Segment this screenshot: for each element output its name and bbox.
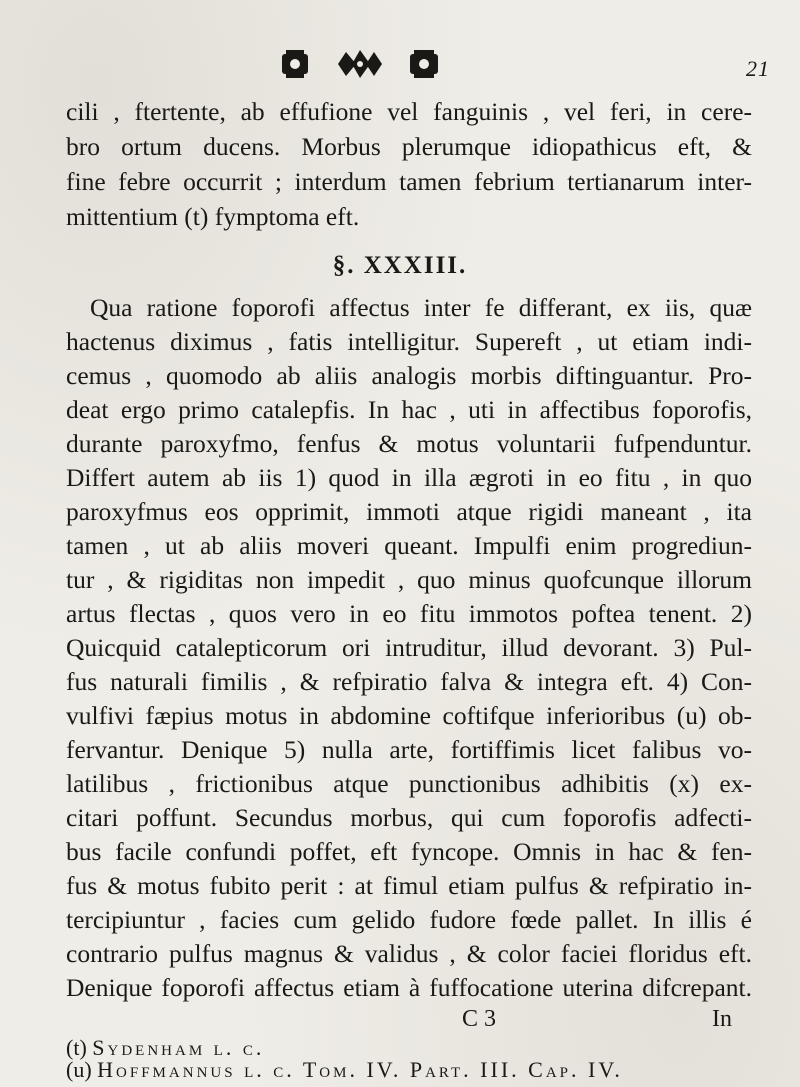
text-line: contrario pulfus magnus & validus , & color faciei floridus eft.: [66, 939, 752, 968]
footnote: [66, 1056, 766, 1084]
text-line: cili , ftertente, ab effufione vel fanguinis , vel feri, in cere-: [66, 97, 752, 126]
text-line: tamen , ut ab aliis moveri queant. Impulfi enim progrediun-: [66, 531, 752, 560]
page-header: [0, 44, 800, 84]
text-line: tercipiuntur , facies cum gelido fudore fœde pallet. In illis é: [66, 905, 752, 934]
text-line: fus & motus fubito perit : at fimul etiam pulfus & refpiratio in-: [66, 871, 752, 900]
text-line: hactenus diximus , fatis intelligitur. Supereft , ut etiam indi-: [66, 327, 752, 356]
section-heading: §. XXXIII.: [332, 252, 468, 279]
signature-line: [0, 1006, 800, 1036]
catchword: In: [712, 1006, 732, 1032]
footnote-label: (u): [66, 1057, 92, 1082]
text-line: paroxyfmus eos opprimit, immoti atque rigidi maneant , ita: [66, 497, 752, 526]
text-line: latilibus , frictionibus atque punctionibus adhibitis (x) ex-: [66, 769, 752, 798]
text-line: deat ergo primo catalepfis. In hac , uti in affectibus foporofis,: [66, 395, 752, 424]
text-line: tur , & rigiditas non impedit , quo minus quofcunque illorum: [66, 565, 752, 594]
fleuron-ornament-icon: [260, 44, 460, 84]
text-line: bus facile confundi poffet, eft fyncope. Omnis in hac & fen-: [66, 837, 752, 866]
page-number: 21: [746, 56, 770, 81]
footnote-text: Sydenham l. c.: [92, 1035, 265, 1060]
signature-mark: C 3: [462, 1006, 497, 1032]
footnote-text: Hoffmannus l. c. Tom. IV. Part. III. Cap. IV.: [97, 1057, 623, 1082]
text-line: bro ortum ducens. Morbus plerumque idiopathicus eft, &: [66, 132, 752, 161]
text-line: artus flectas , quos vero in eo fitu immotos poftea tenent. 2): [66, 599, 752, 628]
text-line: fervantur. Denique 5) nulla arte, fortiffimis licet falibus vo-: [66, 735, 752, 764]
footnote-label: (t): [66, 1035, 87, 1060]
text-line: citari poffunt. Secundus morbus, qui cum foporofis adfecti-: [66, 803, 752, 832]
text-line: fine febre occurrit ; interdum tamen febrium tertianarum inter-: [66, 167, 752, 196]
text-line: Quicquid catalepticorum ori intruditur, illud devorant. 3) Pul-: [66, 633, 752, 662]
text-line: Denique foporofi affectus etiam à fuffocatione uterina difcrepant.: [66, 973, 752, 1002]
text-line: vulfivi fæpius motus in abdomine coftifque inferioribus (u) ob-: [66, 701, 752, 730]
text-line: cemus , quomodo ab aliis analogis morbis diftinguantur. Pro-: [66, 361, 752, 390]
text-line: Qua ratione foporofi affectus inter fe differant, ex iis, quæ: [90, 293, 752, 322]
text-line: durante paroxyfmo, fenfus & motus voluntarii fufpenduntur.: [66, 429, 752, 458]
text-line: mittentium (t) fymptoma eft.: [66, 202, 360, 231]
text-line: fus naturali fimilis , & refpiratio falva & integra eft. 4) Con-: [66, 667, 752, 696]
text-line: Differt autem ab iis 1) quod in illa ægroti in eo fitu , in quo: [66, 463, 752, 492]
